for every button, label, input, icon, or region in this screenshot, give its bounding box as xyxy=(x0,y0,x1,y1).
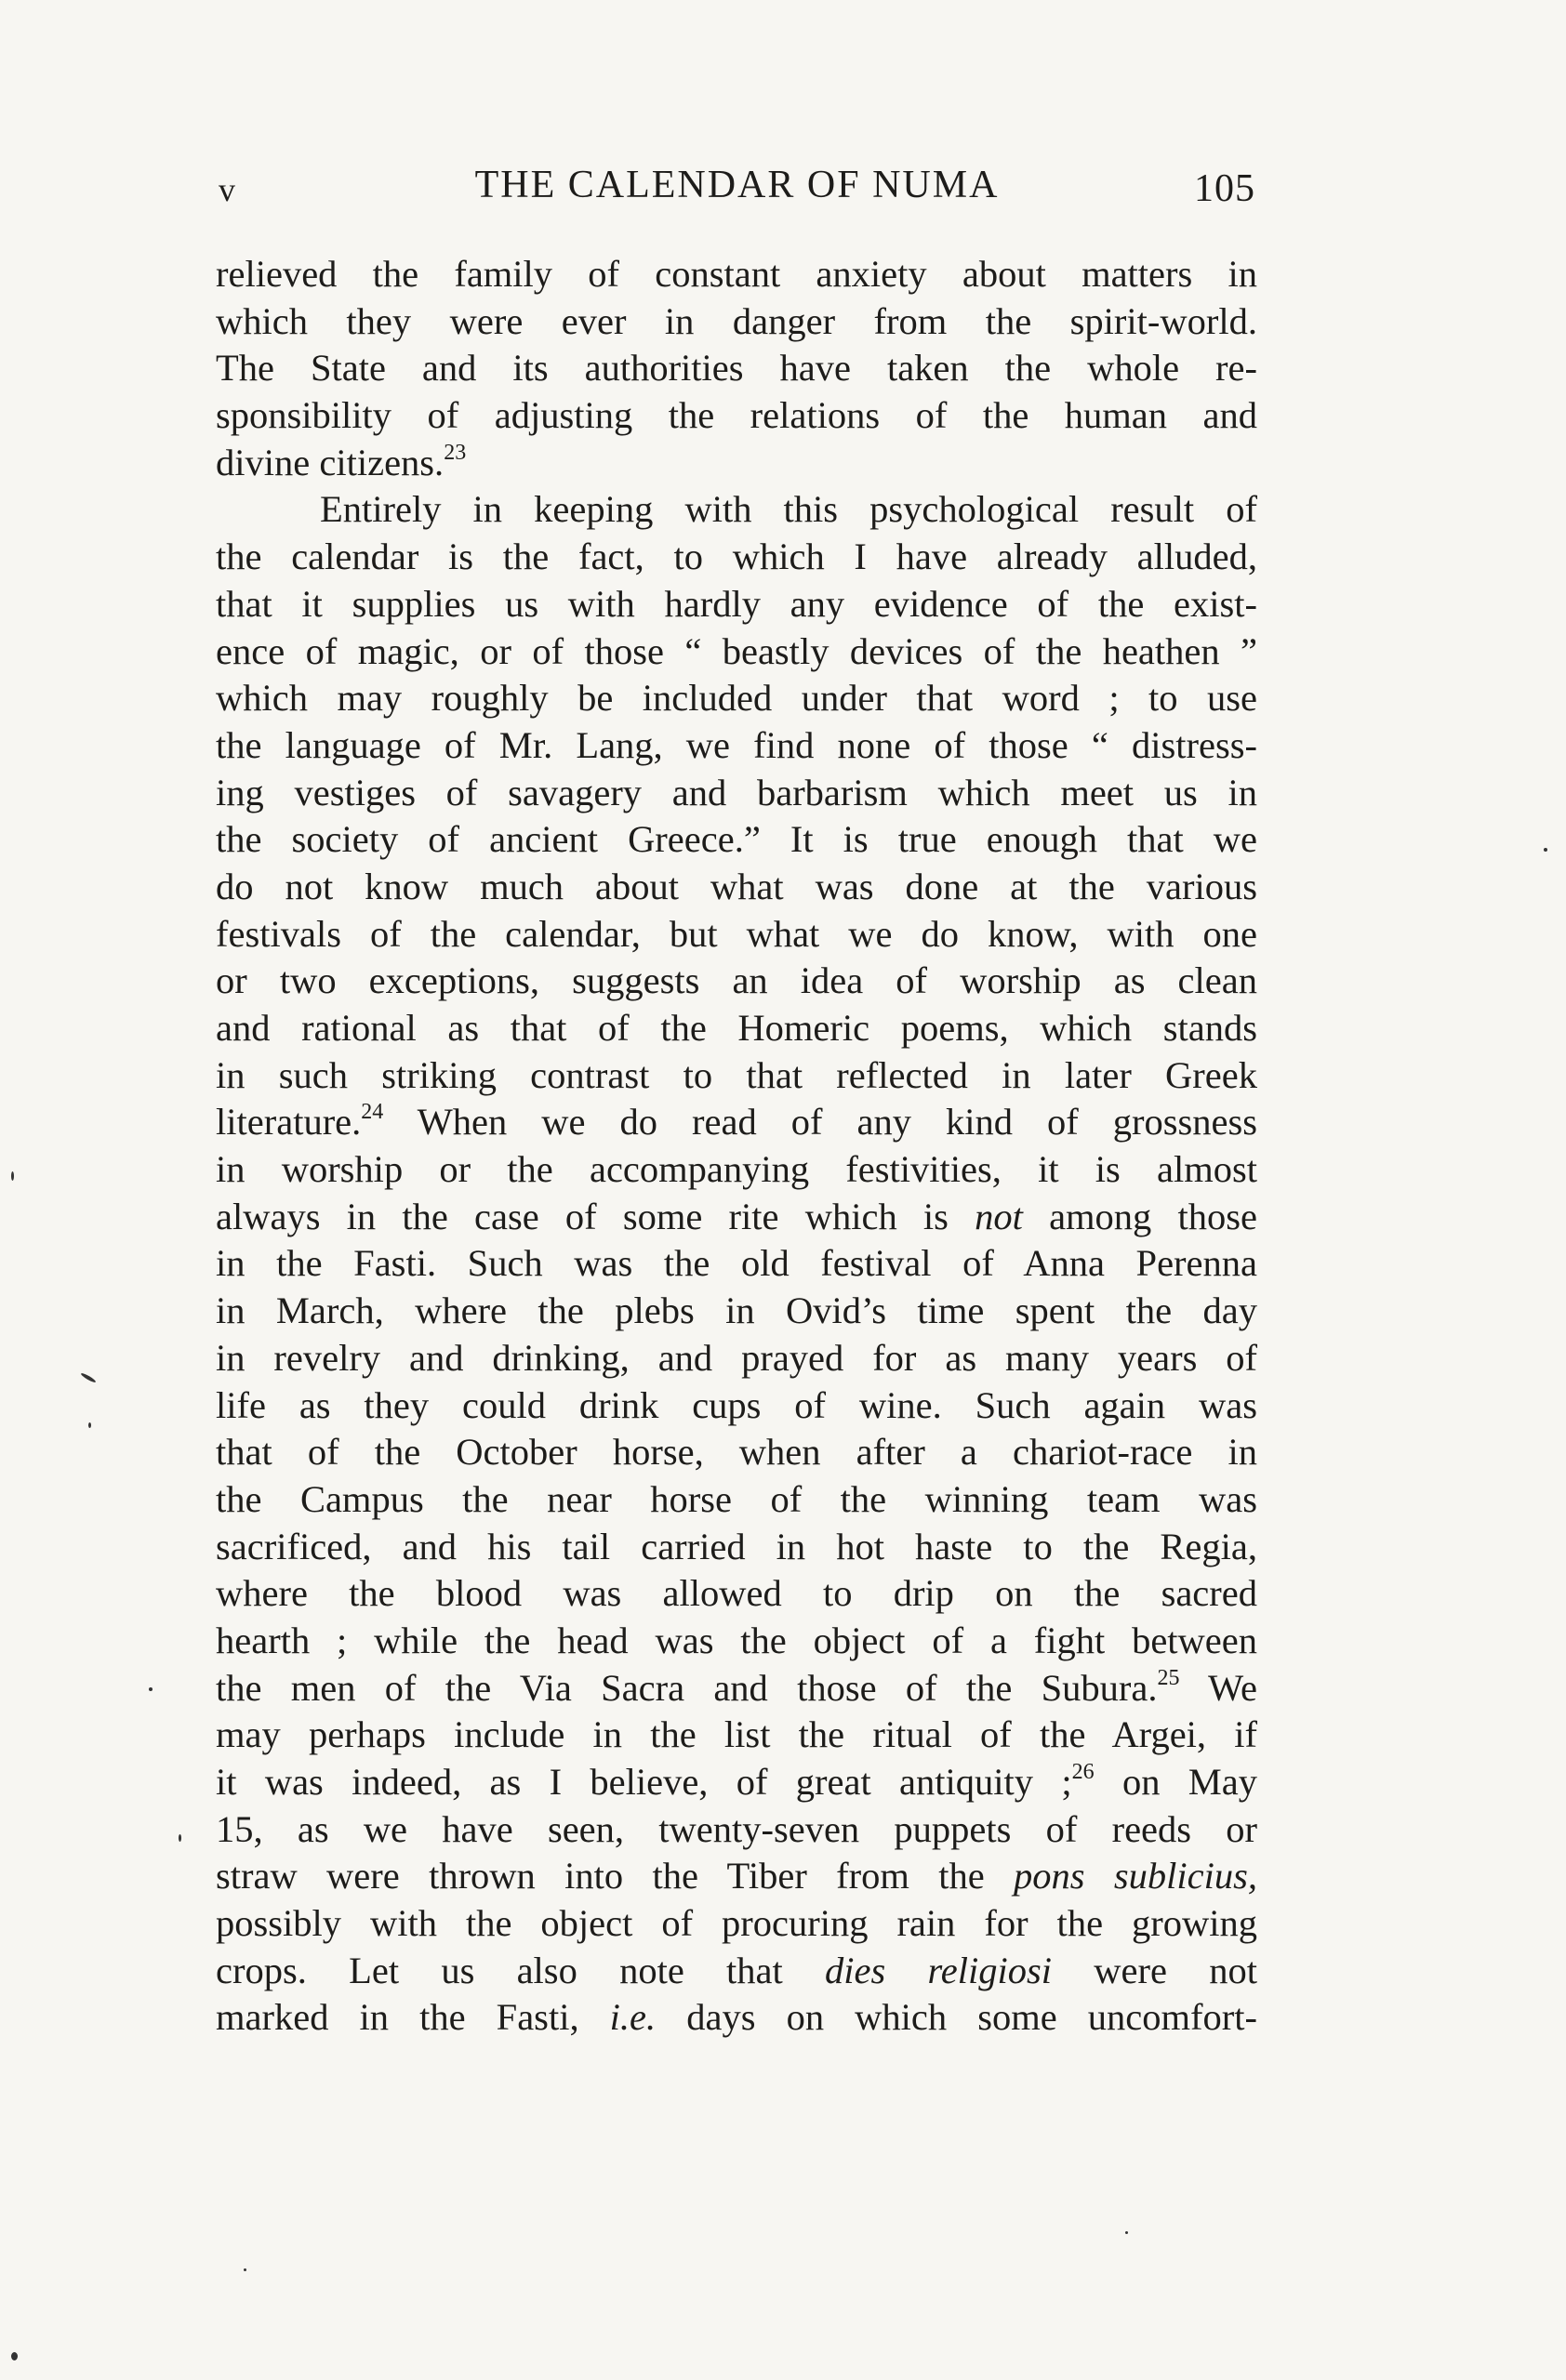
text-line: the calendar is the fact, to which I have already alluded, xyxy=(216,536,1257,578)
text-line xyxy=(216,1994,1257,2042)
scan-speck xyxy=(1125,2231,1128,2234)
chapter-number: v xyxy=(219,171,236,208)
text-run: We xyxy=(1179,1666,1257,1709)
scan-speck xyxy=(179,1834,181,1842)
scan-speck xyxy=(244,2268,246,2271)
text-run: among those xyxy=(1022,1195,1257,1237)
text-run: it was indeed, as I believe, of great antiquity ; xyxy=(216,1761,1072,1803)
text-run: literature. xyxy=(216,1101,362,1144)
italic-text: dies religiosi xyxy=(825,1949,1053,1991)
text-line: where the blood was allowed to drip on the sacred xyxy=(216,1572,1257,1615)
text-line: The State and its authorities have taken the whole re- xyxy=(216,347,1257,390)
scan-speck xyxy=(149,1687,153,1691)
text-run: crops. Let us also note that xyxy=(216,1949,826,1991)
text-run: days on which some uncomfort- xyxy=(656,1996,1257,2039)
text-run: divine citizens. xyxy=(216,441,445,483)
text-line: sponsibility of adjusting the relations of the human and xyxy=(216,394,1257,437)
page-number: 105 xyxy=(1194,167,1255,210)
text-line: possibly with the object of procuring rain for the growing xyxy=(216,1902,1257,1945)
text-line xyxy=(216,1194,1257,1241)
text-line: that it supplies us with hardly any evidence of the exist- xyxy=(216,582,1257,625)
text-line: which they were ever in danger from the spirit-world. xyxy=(216,299,1257,342)
text-line: in worship or the accompanying festivities, it is almost xyxy=(216,1148,1257,1191)
text-line xyxy=(216,1665,1257,1712)
text-line: in the Fasti. Such was the old festival of Anna Perenna xyxy=(216,1242,1257,1285)
text-line: in March, where the plebs in Ovid’s time spent the day xyxy=(216,1289,1257,1332)
footnote-ref: 23 xyxy=(444,440,467,465)
text-line: the Campus the near horse of the winning team was xyxy=(216,1477,1257,1520)
text-line: may perhaps include in the list the ritual of the Argei, if xyxy=(216,1713,1257,1756)
scan-speck xyxy=(11,2352,18,2360)
text-line xyxy=(216,1948,1257,1995)
footnote-ref: 25 xyxy=(1157,1665,1180,1690)
running-head xyxy=(219,163,1255,218)
text-run: When we do read of any kind of grossness xyxy=(383,1101,1257,1144)
running-title: THE CALENDAR OF NUMA xyxy=(474,164,1000,206)
paragraph-start: Entirely in keeping with this psychological result of xyxy=(320,488,1257,531)
text-run: on May xyxy=(1094,1761,1257,1803)
text-run: the men of the Via Sacra and those of the Subura. xyxy=(216,1666,1158,1709)
scan-speck xyxy=(88,1422,91,1428)
scan-speck xyxy=(1544,848,1547,852)
text-line: hearth ; while the head was the object of a fight between xyxy=(216,1619,1257,1661)
footnote-ref: 24 xyxy=(361,1100,384,1125)
text-line: that of the October horse, when after a chariot-race in xyxy=(216,1431,1257,1474)
text-run: always in the case of some rite which is xyxy=(216,1195,975,1237)
body-text xyxy=(216,251,1257,2042)
text-line: and rational as that of the Homeric poems, which stands xyxy=(216,1007,1257,1049)
text-line xyxy=(216,1853,1257,1900)
text-line xyxy=(216,1099,1257,1146)
text-line: sacrificed, and his tail carried in hot haste to the Regia, xyxy=(216,1525,1257,1567)
italic-text: pons sublicius, xyxy=(1014,1855,1258,1897)
text-line: the society of ancient Greece.” It is true enough that we xyxy=(216,818,1257,861)
text-run: marked in the Fasti, xyxy=(216,1996,610,2039)
text-line: in such striking contrast to that reflected in later Greek xyxy=(216,1053,1257,1096)
text-line: in revelry and drinking, and prayed for as many years of xyxy=(216,1336,1257,1379)
text-line: 15, as we have seen, twenty-seven puppets of reeds or xyxy=(216,1807,1257,1850)
text-line: do not know much about what was done at the various xyxy=(216,865,1257,907)
text-line: which may roughly be included under that word ; to use xyxy=(216,677,1257,720)
text-line: or two exceptions, suggests an idea of worship as clean xyxy=(216,959,1257,1002)
text-line: ence of magic, or of those “ beastly devices of the heathen ” xyxy=(216,629,1257,672)
scan-speck xyxy=(80,1372,97,1383)
text-line: festivals of the calendar, but what we do know, with one xyxy=(216,912,1257,955)
text-run: straw were thrown into the Tiber from the xyxy=(216,1855,1015,1897)
text-line xyxy=(216,440,1257,487)
text-line: the language of Mr. Lang, we find none of those “ distress- xyxy=(216,723,1257,766)
text-run: were not xyxy=(1052,1949,1257,1991)
italic-text: i.e. xyxy=(609,1996,657,2039)
footnote-ref: 26 xyxy=(1071,1760,1095,1784)
text-line: life as they could drink cups of wine. Such again was xyxy=(216,1383,1257,1426)
text-line: ing vestiges of savagery and barbarism which meet us in xyxy=(216,771,1257,813)
text-line xyxy=(216,1759,1257,1806)
text-line: relieved the family of constant anxiety about matters in xyxy=(216,253,1257,295)
scan-speck xyxy=(11,1171,14,1181)
italic-text: not xyxy=(975,1195,1023,1237)
